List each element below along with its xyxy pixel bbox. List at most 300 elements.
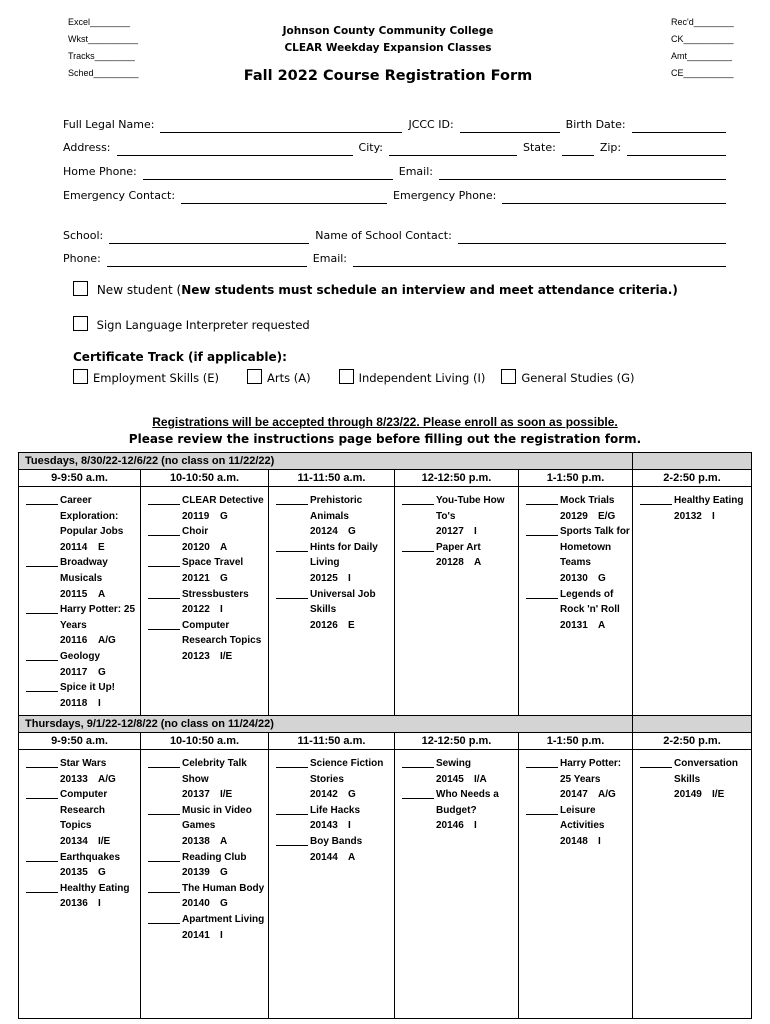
class-meta	[560, 618, 630, 634]
class-meta	[560, 834, 630, 850]
class-code: 20142	[310, 789, 338, 801]
class-title: Sports Talk for Hometown Teams	[560, 526, 630, 569]
class-cell-content	[395, 750, 518, 834]
class-option	[526, 756, 630, 803]
class-title: Reading Club	[182, 851, 247, 863]
time-slot-header: 9-9:50 a.m.	[19, 470, 141, 487]
class-code: 20130	[560, 572, 588, 584]
emergency-phone-field[interactable]	[502, 187, 726, 204]
class-title: Paper Art	[436, 541, 481, 553]
class-select-blank[interactable]	[148, 803, 180, 815]
class-title: Conversation Skills	[674, 758, 738, 785]
class-code: 20141	[182, 929, 210, 941]
class-meta	[60, 665, 138, 681]
class-row	[19, 750, 752, 1019]
class-certificate: G	[220, 898, 228, 910]
class-title: Hints for Daily Living	[310, 541, 378, 569]
class-option	[402, 756, 516, 787]
day-header-blank	[633, 453, 752, 470]
track-employment-checkbox[interactable]	[73, 369, 88, 384]
class-certificate: A/G	[98, 635, 116, 647]
track-independent-label: Independent Living (I)	[358, 371, 486, 385]
class-title: Universal Job Skills	[310, 588, 376, 616]
class-option	[526, 524, 630, 586]
class-meta	[182, 896, 266, 912]
class-meta	[436, 772, 516, 788]
city-label: City:	[358, 141, 383, 154]
school-field[interactable]	[109, 227, 309, 244]
row-school	[63, 222, 726, 244]
state-field[interactable]	[562, 139, 594, 156]
class-code: 20133	[60, 773, 88, 785]
class-title: Career Exploration: Popular Jobs	[60, 495, 124, 538]
row-phone-email	[63, 158, 726, 180]
class-option	[26, 680, 138, 711]
class-select-blank[interactable]	[526, 493, 558, 505]
form-title: Fall 2022 Course Registration Form	[243, 68, 533, 84]
new-student-note: New students must schedule an interview and meet attendance criteria.)	[181, 283, 678, 297]
class-option	[148, 803, 266, 850]
class-cell	[141, 487, 269, 716]
class-select-blank[interactable]	[402, 787, 434, 799]
class-title: Mock Trials	[560, 495, 615, 506]
class-option	[148, 555, 266, 586]
class-option	[640, 493, 749, 524]
class-title: Spice it Up!	[60, 682, 116, 694]
class-cell-content	[519, 750, 632, 850]
office-use-left	[68, 14, 139, 82]
class-cell	[519, 750, 633, 1019]
class-select-blank[interactable]	[526, 587, 558, 599]
class-code: 20127	[436, 526, 464, 538]
time-slot-header: 2-2:50 p.m.	[633, 733, 752, 750]
class-meta	[560, 509, 630, 525]
class-code: 20145	[436, 773, 464, 785]
address-label: Address:	[63, 141, 111, 154]
class-cell-content	[519, 487, 632, 633]
class-select-blank[interactable]	[148, 618, 180, 630]
interpreter-label: Sign Language Interpreter requested	[96, 318, 310, 332]
track-employment[interactable]	[73, 369, 219, 385]
certificate-heading: Certificate Track (if applicable):	[73, 350, 287, 364]
class-meta	[436, 524, 516, 540]
class-option	[402, 540, 516, 571]
time-header-row	[19, 733, 752, 750]
school-contact-field[interactable]	[458, 227, 726, 244]
class-code: 20123	[182, 650, 210, 662]
class-meta	[674, 509, 749, 525]
time-slot-header: 11-11:50 a.m.	[269, 470, 395, 487]
class-title: Geology	[60, 650, 101, 662]
class-select-blank[interactable]	[402, 756, 434, 768]
class-certificate: I	[348, 820, 351, 832]
row-emergency	[63, 182, 726, 204]
class-option	[26, 649, 138, 680]
college-name: Johnson County Community College	[282, 25, 494, 37]
class-certificate: I	[220, 929, 223, 941]
class-option	[276, 540, 392, 587]
class-title: Music in Video Games	[182, 804, 252, 832]
class-select-blank[interactable]	[26, 756, 58, 768]
class-meta	[182, 865, 266, 881]
class-meta	[60, 696, 138, 712]
school-phone-field[interactable]	[107, 250, 307, 267]
class-code: 20148	[560, 835, 588, 847]
class-option	[26, 602, 138, 649]
class-code: 20136	[60, 898, 88, 910]
class-meta	[182, 928, 266, 944]
class-select-blank[interactable]	[26, 555, 58, 567]
class-title: Harry Potter: 25 Years	[60, 604, 136, 631]
class-cell	[269, 487, 395, 716]
office-field-amt: Amt_________	[671, 51, 733, 61]
jccc-id-label: JCCC ID:	[408, 118, 454, 131]
class-meta	[560, 571, 630, 587]
time-header-row	[19, 470, 752, 487]
class-code: 20126	[310, 619, 338, 631]
class-meta	[60, 772, 138, 788]
class-meta	[310, 818, 392, 834]
office-field-tracks: Tracks________	[68, 51, 135, 61]
time-slot-header: 2-2:50 p.m.	[633, 470, 752, 487]
track-arts[interactable]	[247, 369, 311, 385]
class-certificate: A	[598, 619, 606, 631]
class-code: 20147	[560, 789, 588, 801]
class-select-blank[interactable]	[148, 881, 180, 893]
class-option	[276, 756, 392, 803]
interpreter-checkbox[interactable]	[73, 316, 88, 331]
class-meta	[182, 834, 266, 850]
class-title: CLEAR Detective	[182, 495, 264, 506]
class-title: Broadway Musicals	[60, 557, 108, 584]
class-option	[526, 587, 630, 634]
class-select-blank[interactable]	[148, 912, 180, 924]
class-option	[402, 493, 516, 540]
time-slot-header: 10-10:50 a.m.	[141, 470, 269, 487]
class-title: Star Wars	[60, 758, 107, 769]
class-select-blank[interactable]	[148, 850, 180, 862]
class-meta	[60, 865, 138, 881]
row-name	[63, 111, 726, 133]
class-certificate: G	[220, 867, 228, 879]
class-certificate: G	[98, 666, 106, 678]
office-field-sched: Sched_________	[68, 68, 139, 78]
time-slot-header: 10-10:50 a.m.	[141, 733, 269, 750]
track-independent[interactable]	[339, 369, 486, 385]
class-certificate: I	[598, 835, 601, 847]
class-meta	[310, 787, 392, 803]
class-certificate: I	[474, 820, 477, 832]
class-title: You-Tube How To's	[436, 495, 505, 522]
class-option	[148, 618, 266, 665]
class-select-blank[interactable]	[26, 493, 58, 505]
emergency-phone-label: Emergency Phone:	[393, 189, 497, 202]
class-code: 20137	[182, 789, 210, 801]
registration-deadline-notice: Registrations will be accepted through 8/23/22. Please enroll as soon as possible.	[152, 415, 618, 429]
class-certificate: I	[220, 604, 223, 616]
class-title: Legends of Rock 'n' Roll	[560, 588, 620, 616]
class-certificate: A	[220, 835, 228, 847]
class-title: Healthy Eating	[674, 495, 744, 506]
time-slot-header: 12-12:50 p.m.	[395, 470, 519, 487]
class-title: Choir	[182, 526, 209, 538]
class-code: 20128	[436, 557, 464, 569]
class-select-blank[interactable]	[148, 587, 180, 599]
class-meta	[182, 649, 266, 665]
class-select-blank[interactable]	[148, 493, 180, 505]
class-certificate: A	[98, 588, 106, 600]
class-option	[276, 803, 392, 834]
class-cell	[395, 750, 519, 1019]
schedule-table	[18, 452, 752, 1019]
class-certificate: A/G	[598, 789, 616, 801]
class-option	[640, 756, 749, 803]
class-code: 20135	[60, 867, 88, 879]
emergency-contact-field[interactable]	[181, 187, 387, 204]
class-certificate: G	[220, 510, 228, 522]
day-header-row	[19, 453, 752, 470]
class-title: Computer Research Topics	[182, 619, 262, 647]
home-phone-label: Home Phone:	[63, 165, 137, 178]
state-label: State:	[522, 141, 556, 154]
day-title: Thursdays, 9/1/22-12/8/22 (no class on 11/24/22)	[19, 716, 633, 733]
class-meta	[310, 618, 392, 634]
class-title: Life Hacks	[310, 804, 361, 816]
class-option	[26, 850, 138, 881]
class-code: 20134	[60, 835, 88, 847]
class-certificate: A	[474, 557, 482, 569]
track-employment-label: Employment Skills (E)	[93, 371, 219, 385]
full-name-label: Full Legal Name:	[63, 118, 155, 131]
class-certificate: I/E	[712, 789, 725, 801]
track-arts-label: Arts (A)	[266, 371, 311, 385]
class-cell	[519, 487, 633, 716]
class-option	[26, 881, 138, 912]
class-cell-content	[395, 487, 518, 571]
class-meta	[60, 834, 138, 850]
class-meta	[310, 850, 392, 866]
class-option	[26, 756, 138, 787]
class-code: 20144	[310, 851, 338, 863]
class-select-blank[interactable]	[276, 587, 308, 599]
class-option	[26, 555, 138, 602]
class-option	[26, 787, 138, 849]
class-select-blank[interactable]	[148, 524, 180, 536]
class-select-blank[interactable]	[26, 602, 58, 614]
track-general-checkbox[interactable]	[501, 369, 516, 384]
class-option	[26, 493, 138, 555]
class-cell-content	[269, 487, 394, 633]
class-title: Earthquakes	[60, 851, 121, 863]
track-arts-checkbox[interactable]	[247, 369, 262, 384]
class-option	[276, 587, 392, 634]
class-option	[148, 493, 266, 524]
class-select-blank[interactable]	[276, 493, 308, 505]
class-certificate: E	[98, 541, 105, 553]
class-code: 20138	[182, 835, 210, 847]
class-select-blank[interactable]	[276, 540, 308, 552]
class-title: Science Fiction Stories	[310, 758, 384, 785]
school-email-label: Email:	[312, 252, 348, 265]
class-title: Boy Bands	[310, 835, 363, 847]
class-cell	[269, 750, 395, 1019]
day-title: Tuesdays, 8/30/22-12/6/22 (no class on 11/22/22)	[19, 453, 633, 470]
new-student-checkbox[interactable]	[73, 281, 88, 296]
class-select-blank[interactable]	[402, 540, 434, 552]
class-certificate: E/G	[598, 510, 616, 522]
time-slot-header: 1-1:50 p.m.	[519, 733, 633, 750]
school-label: School:	[63, 229, 104, 242]
class-select-blank[interactable]	[276, 803, 308, 815]
class-select-blank[interactable]	[276, 834, 308, 846]
class-meta	[310, 524, 392, 540]
time-slot-header: 12-12:50 p.m.	[395, 733, 519, 750]
class-meta	[182, 602, 266, 618]
email-label: Email:	[398, 165, 433, 178]
class-meta	[60, 896, 138, 912]
class-select-blank[interactable]	[148, 756, 180, 768]
class-title: Computer Research Topics	[60, 789, 108, 832]
class-select-blank[interactable]	[26, 881, 58, 893]
class-select-blank[interactable]	[640, 756, 672, 768]
office-field-recd: Rec'd________	[671, 17, 734, 27]
class-cell-content	[269, 750, 394, 865]
class-option	[148, 756, 266, 803]
time-slot-header: 9-9:50 a.m.	[19, 733, 141, 750]
class-cell-content	[141, 487, 268, 665]
class-option	[402, 787, 516, 834]
new-student-label: New student (	[96, 283, 182, 297]
class-code: 20115	[60, 588, 88, 600]
class-meta	[60, 587, 138, 603]
class-title: Sewing	[436, 758, 472, 769]
interpreter-row	[73, 316, 310, 332]
class-option	[526, 803, 630, 850]
class-code: 20132	[674, 510, 702, 522]
office-field-wkst: Wkst__________	[68, 34, 139, 44]
class-cell-content	[633, 750, 751, 803]
class-option	[276, 834, 392, 865]
school-phone-label: Phone:	[63, 252, 101, 265]
class-cell	[141, 750, 269, 1019]
class-select-blank[interactable]	[640, 493, 672, 505]
class-certificate: I	[98, 697, 101, 709]
class-certificate: G	[348, 789, 356, 801]
time-slot-header: 11-11:50 a.m.	[269, 733, 395, 750]
class-cell	[633, 487, 752, 716]
office-field-excel: Excel________	[68, 17, 131, 27]
class-meta	[560, 787, 630, 803]
class-certificate: I/A	[474, 773, 487, 785]
class-certificate: I/E	[220, 789, 233, 801]
class-code: 20125	[310, 572, 338, 584]
full-name-field[interactable]	[160, 116, 402, 133]
class-cell-content	[19, 487, 140, 711]
class-cell	[19, 487, 141, 716]
class-option	[148, 912, 266, 943]
class-meta	[310, 571, 392, 587]
class-meta	[182, 571, 266, 587]
class-select-blank[interactable]	[26, 680, 58, 692]
zip-field[interactable]	[627, 139, 726, 156]
class-code: 20121	[182, 572, 210, 584]
class-certificate: G	[98, 867, 106, 879]
class-meta	[60, 633, 138, 649]
class-option	[148, 524, 266, 555]
class-meta	[182, 787, 266, 803]
class-certificate: I/E	[98, 835, 111, 847]
birth-date-field[interactable]	[632, 116, 726, 133]
track-general-label: General Studies (G)	[521, 371, 635, 385]
track-general[interactable]	[501, 369, 634, 385]
emergency-contact-label: Emergency Contact:	[63, 189, 176, 202]
class-code: 20131	[560, 619, 588, 631]
class-option	[148, 881, 266, 912]
class-code: 20149	[674, 789, 702, 801]
class-code: 20143	[310, 820, 338, 832]
row-address	[63, 134, 726, 156]
class-select-blank[interactable]	[402, 493, 434, 505]
class-code: 20139	[182, 867, 210, 879]
class-select-blank[interactable]	[526, 756, 558, 768]
new-student-row	[73, 281, 678, 297]
home-phone-field[interactable]	[143, 163, 393, 180]
class-select-blank[interactable]	[526, 524, 558, 536]
email-field[interactable]	[439, 163, 726, 180]
class-title: Prehistoric Animals	[310, 495, 363, 522]
class-certificate: A	[220, 541, 228, 553]
class-select-blank[interactable]	[276, 756, 308, 768]
class-option	[148, 850, 266, 881]
class-certificate: I	[712, 510, 715, 522]
class-code: 20129	[560, 510, 588, 522]
program-name: CLEAR Weekday Expansion Classes	[284, 42, 492, 54]
class-certificate: G	[598, 572, 606, 584]
class-select-blank[interactable]	[26, 649, 58, 661]
class-certificate: I	[474, 526, 477, 538]
class-code: 20122	[182, 604, 210, 616]
class-select-blank[interactable]	[148, 555, 180, 567]
class-select-blank[interactable]	[26, 787, 58, 799]
school-email-field[interactable]	[353, 250, 726, 267]
class-meta	[674, 787, 749, 803]
class-cell	[633, 750, 752, 1019]
office-field-ck: CK__________	[671, 34, 734, 44]
time-slot-header: 1-1:50 p.m.	[519, 470, 633, 487]
class-certificate: E	[348, 619, 355, 631]
office-field-ce: CE__________	[671, 68, 734, 78]
track-independent-checkbox[interactable]	[339, 369, 354, 384]
class-title: The Human Body	[182, 882, 265, 894]
class-select-blank[interactable]	[526, 803, 558, 815]
class-meta	[436, 818, 516, 834]
class-code: 20119	[182, 510, 210, 522]
jccc-id-field[interactable]	[460, 116, 560, 133]
class-title: Leisure Activities	[560, 804, 605, 832]
class-title: Apartment Living	[182, 913, 265, 925]
class-title: Celebrity Talk Show	[182, 758, 247, 785]
school-contact-label: Name of School Contact:	[315, 229, 452, 242]
class-certificate: A/G	[98, 773, 116, 785]
class-code: 20118	[60, 697, 88, 709]
city-field[interactable]	[389, 139, 517, 156]
class-select-blank[interactable]	[26, 850, 58, 862]
class-code: 20120	[182, 541, 210, 553]
address-field[interactable]	[117, 139, 353, 156]
class-code: 20124	[310, 526, 338, 538]
class-option	[276, 493, 392, 540]
class-certificate: I	[98, 898, 101, 910]
